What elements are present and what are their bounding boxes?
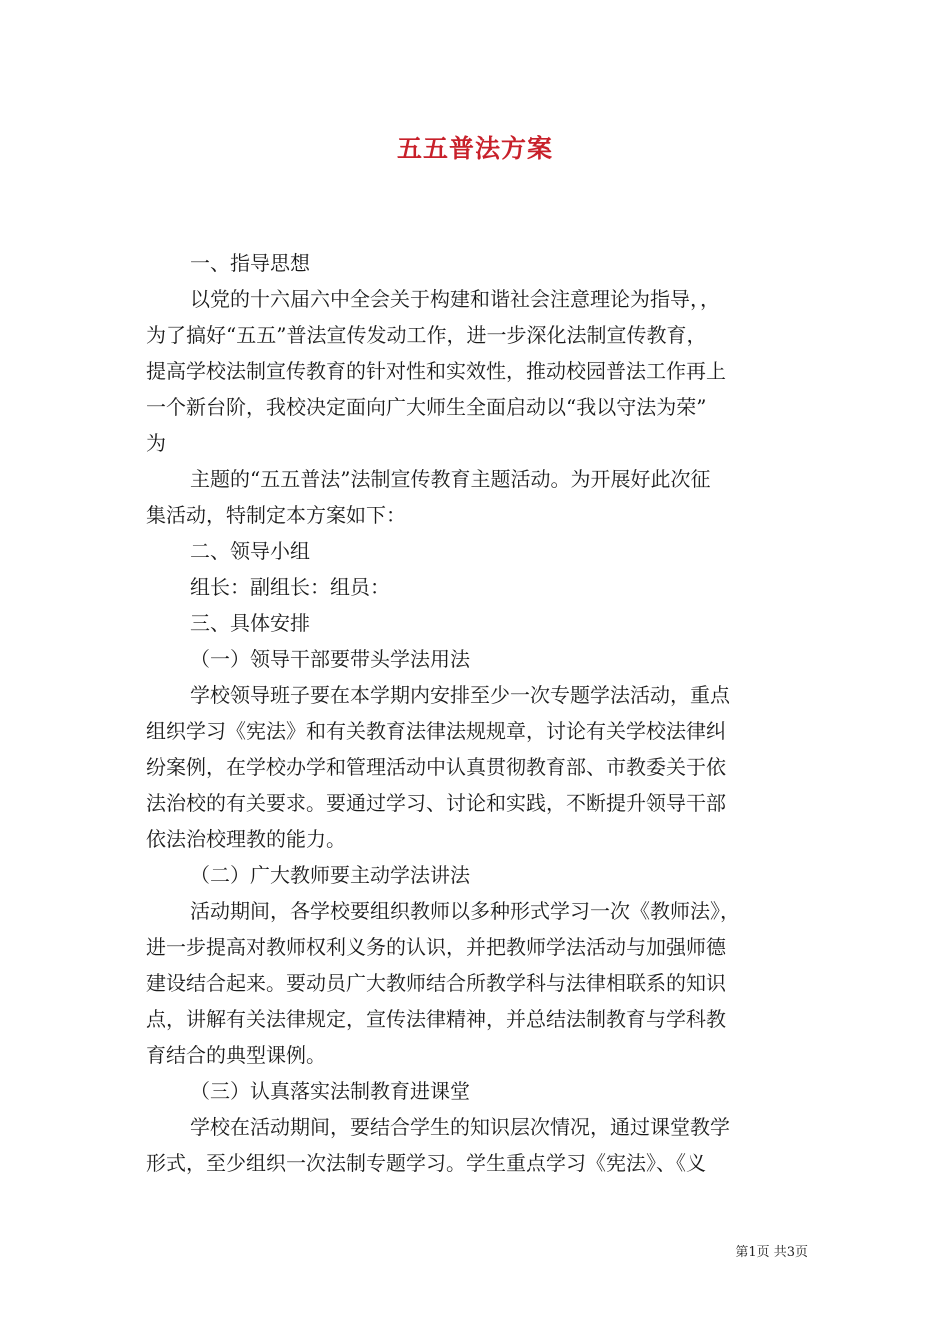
paragraph-line: 组织学习《宪法》和有关教育法律法规规章，讨论有关学校法律纠 — [146, 719, 726, 743]
section-heading: 二、领导小组 — [190, 539, 310, 563]
paragraph-line: 学校在活动期间，要结合学生的知识层次情况，通过课堂教学 — [190, 1115, 730, 1139]
document-body — [146, 245, 810, 1181]
subsection-heading: （二）广大教师要主动学法讲法 — [190, 863, 470, 887]
paragraph-line: 为了搞好“五五”普法宣传发动工作，进一步深化法制宣传教育， — [146, 323, 707, 347]
paragraph-line: 为 — [146, 431, 166, 455]
paragraph-line: 育结合的典型课例。 — [146, 1043, 326, 1067]
leadership-members: 组长：副组长：组员： — [190, 575, 390, 599]
page-number: 第1页 共3页 — [735, 1245, 808, 1260]
subsection-heading: （一）领导干部要带头学法用法 — [190, 647, 470, 671]
paragraph-line: 提高学校法制宣传教育的针对性和实效性，推动校园普法工作再上 — [146, 359, 726, 383]
paragraph-line: 以党的十六届六中全会关于构建和谐社会注意理论为指导，， — [190, 287, 720, 311]
paragraph-line: 法治校的有关要求。要通过学习、讨论和实践，不断提升领导干部 — [146, 791, 726, 815]
paragraph-line: 一个新台阶，我校决定面向广大师生全面启动以“我以守法为荣” — [146, 395, 707, 419]
section-heading: 一、指导思想 — [190, 251, 310, 275]
paragraph-line: 依法治校理教的能力。 — [146, 827, 346, 851]
paragraph-line: 点，讲解有关法律规定，宣传法律精神，并总结法制教育与学科教 — [146, 1007, 726, 1031]
paragraph-line: 纷案例，在学校办学和管理活动中认真贯彻教育部、市教委关于依 — [146, 755, 726, 779]
paragraph-line: 主题的“五五普法”法制宣传教育主题活动。为开展好此次征 — [190, 467, 711, 491]
page-title: 五五普法方案 — [396, 134, 553, 163]
subsection-heading: （三）认真落实法制教育进课堂 — [190, 1079, 470, 1103]
paragraph-line: 进一步提高对教师权利义务的认识，并把教师学法活动与加强师德 — [146, 935, 726, 959]
paragraph-line: 形式，至少组织一次法制专题学习。学生重点学习《宪法》、《义 — [146, 1151, 706, 1175]
paragraph-line: 集活动，特制定本方案如下： — [146, 503, 406, 527]
paragraph-line: 活动期间，各学校要组织教师以多种形式学习一次《教师法》， — [190, 899, 740, 923]
paragraph-line: 学校领导班子要在本学期内安排至少一次专题学法活动，重点 — [190, 683, 730, 707]
section-heading: 三、具体安排 — [190, 611, 310, 635]
paragraph-line: 建设结合起来。要动员广大教师结合所教学科与法律相联系的知识 — [146, 971, 726, 995]
